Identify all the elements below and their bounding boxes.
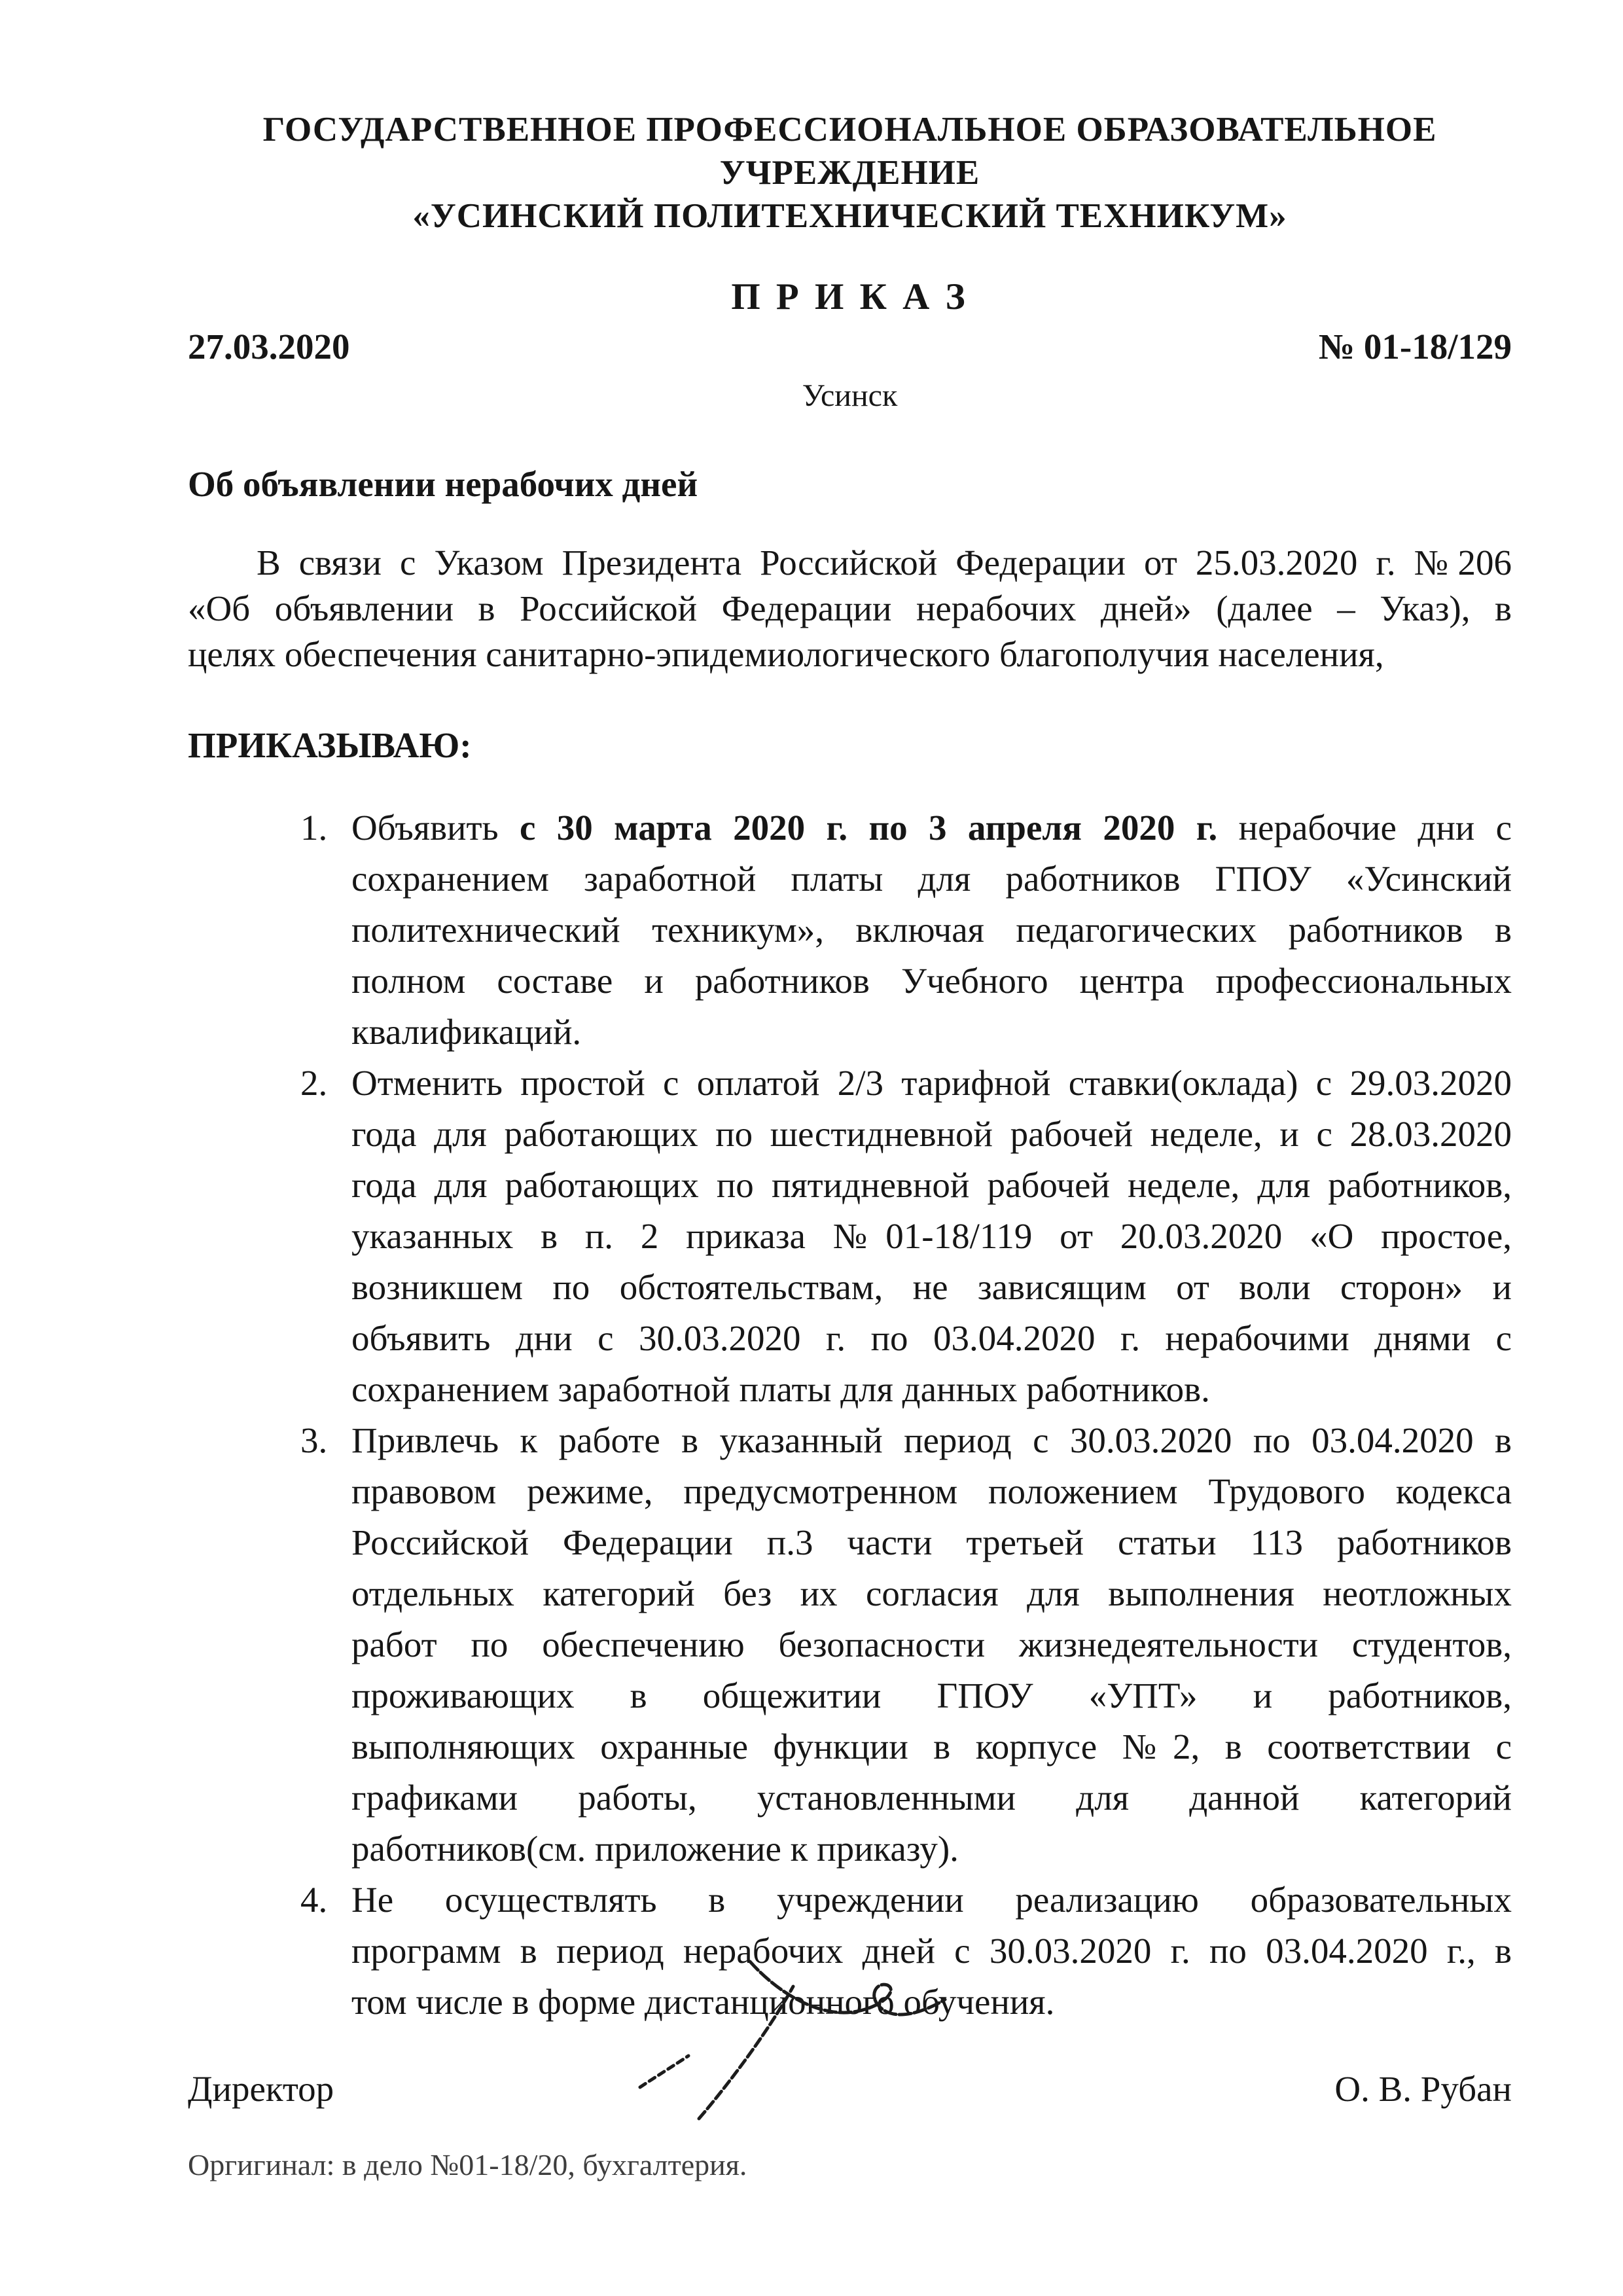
org-name	[188, 108, 1512, 238]
signature-scribble	[622, 1947, 988, 2124]
item-line: полном составе и работников Учебного центра профессиональных	[351, 961, 1512, 1001]
doc-type-title: П Р И К А З	[731, 276, 969, 317]
item-text-bold: с 30 марта 2020 г. по 3 апреля 2020 г.	[519, 808, 1218, 848]
item-line: выполняющих охранные функции в корпусе №2, в соответствии с	[351, 1727, 1512, 1767]
item-number: 3.	[300, 1420, 328, 1460]
date-number-row	[188, 326, 1512, 367]
item-line: правовом режиме, предусмотренном положением Трудового кодекса	[351, 1471, 1512, 1511]
item-line: работников(см. приложение к приказу).	[351, 1829, 959, 1869]
item-line: объявить дни с 30.03.2020 г. по 03.04.2020 г. нерабочими днями с	[351, 1318, 1512, 1358]
item-number: 2.	[300, 1063, 328, 1103]
subject-heading: Об объявлении нерабочих дней	[188, 464, 698, 504]
item-line: возникшем по обстоятельствам, не зависящим от воли сторон» и	[351, 1267, 1512, 1307]
doc-date: 27.03.2020	[188, 327, 350, 367]
item-line: Привлечь к работе в указанный период с 30.03.2020 по 03.04.2020 в	[351, 1420, 1512, 1460]
order-item-1	[188, 802, 1512, 1058]
item-line: отдельных категорий без их согласия для выполнения неотложных	[351, 1573, 1512, 1613]
org-name-line-2: УЧРЕЖДЕНИЕ	[719, 154, 980, 192]
item-line: Не осуществлять в учреждении реализацию образовательных	[351, 1880, 1512, 1920]
item-line: проживающих в общежитии ГПОУ «УПТ» и работников,	[351, 1676, 1512, 1715]
item-line: сохранением заработной платы для работников ГПОУ «Усинский	[351, 859, 1512, 899]
item-text: Объявить	[351, 808, 520, 848]
signature-name: О. В. Рубан	[1334, 2069, 1512, 2109]
item-line: графиками работы, установленными для данной категорий	[351, 1778, 1512, 1818]
item-line: Отменить простой с оплатой 2/3 тарифной ставки(оклада) с 29.03.2020	[351, 1063, 1512, 1103]
item-line: программ в период нерабочих дней с 30.03.2020 г. по 03.04.2020 г., в	[351, 1931, 1512, 1971]
doc-number: № 01-18/129	[1318, 327, 1512, 367]
preamble-line: «Об объявлении в Российской Федерации нерабочих дней» (далее – Указ), в	[188, 588, 1512, 628]
org-name-line-3: «УСИНСКИЙ ПОЛИТЕХНИЧЕСКИЙ ТЕХНИКУМ»	[412, 197, 1287, 235]
item-text: нерабочие дни с	[1217, 808, 1512, 848]
order-item-2	[188, 1058, 1512, 1415]
item-line: работ по обеспечению безопасности жизнедеятельности студентов,	[351, 1624, 1512, 1664]
item-line: года для работающих по пятидневной рабочей неделе, для работников,	[351, 1165, 1512, 1205]
order-item-3	[188, 1415, 1512, 1874]
doc-place: Усинск	[802, 378, 898, 413]
preamble	[188, 540, 1512, 677]
order-word: ПРИКАЗЫВАЮ:	[188, 725, 472, 765]
item-line: сохранением заработной платы для данных работников.	[351, 1369, 1210, 1409]
item-line: том числе в форме дистанционного обучения.	[351, 1982, 1055, 2022]
item-line: политехнический техникум», включая педагогических работников в	[351, 910, 1512, 950]
item-line	[351, 802, 1512, 853]
preamble-line: В связи с Указом Президента Российской Федерации от 25.03.2020 г. №206	[257, 543, 1512, 583]
item-line: Российской Федерации п.3 части третьей статьи 113 работников	[351, 1522, 1512, 1562]
item-number: 1.	[300, 808, 328, 848]
item-line: квалификаций.	[351, 1012, 582, 1052]
signature-role: Директор	[188, 2069, 334, 2109]
org-name-line-1: ГОСУДАРСТВЕННОЕ ПРОФЕССИОНАЛЬНОЕ ОБРАЗОВАТЕЛЬНОЕ	[262, 111, 1437, 149]
item-number: 4.	[300, 1880, 328, 1920]
item-line: указанных в п. 2 приказа №01-18/119 от 20.03.2020 «О простое,	[351, 1216, 1512, 1256]
orders-list	[188, 802, 1512, 2028]
item-line: года для работающих по шестидневной рабочей неделе, и с 28.03.2020	[351, 1114, 1512, 1154]
footer-note: Оргигинал: в дело №01-18/20, бухгалтерия.	[188, 2148, 747, 2181]
preamble-line: целях обеспечения санитарно-эпидемиологического благополучия населения,	[188, 634, 1384, 674]
